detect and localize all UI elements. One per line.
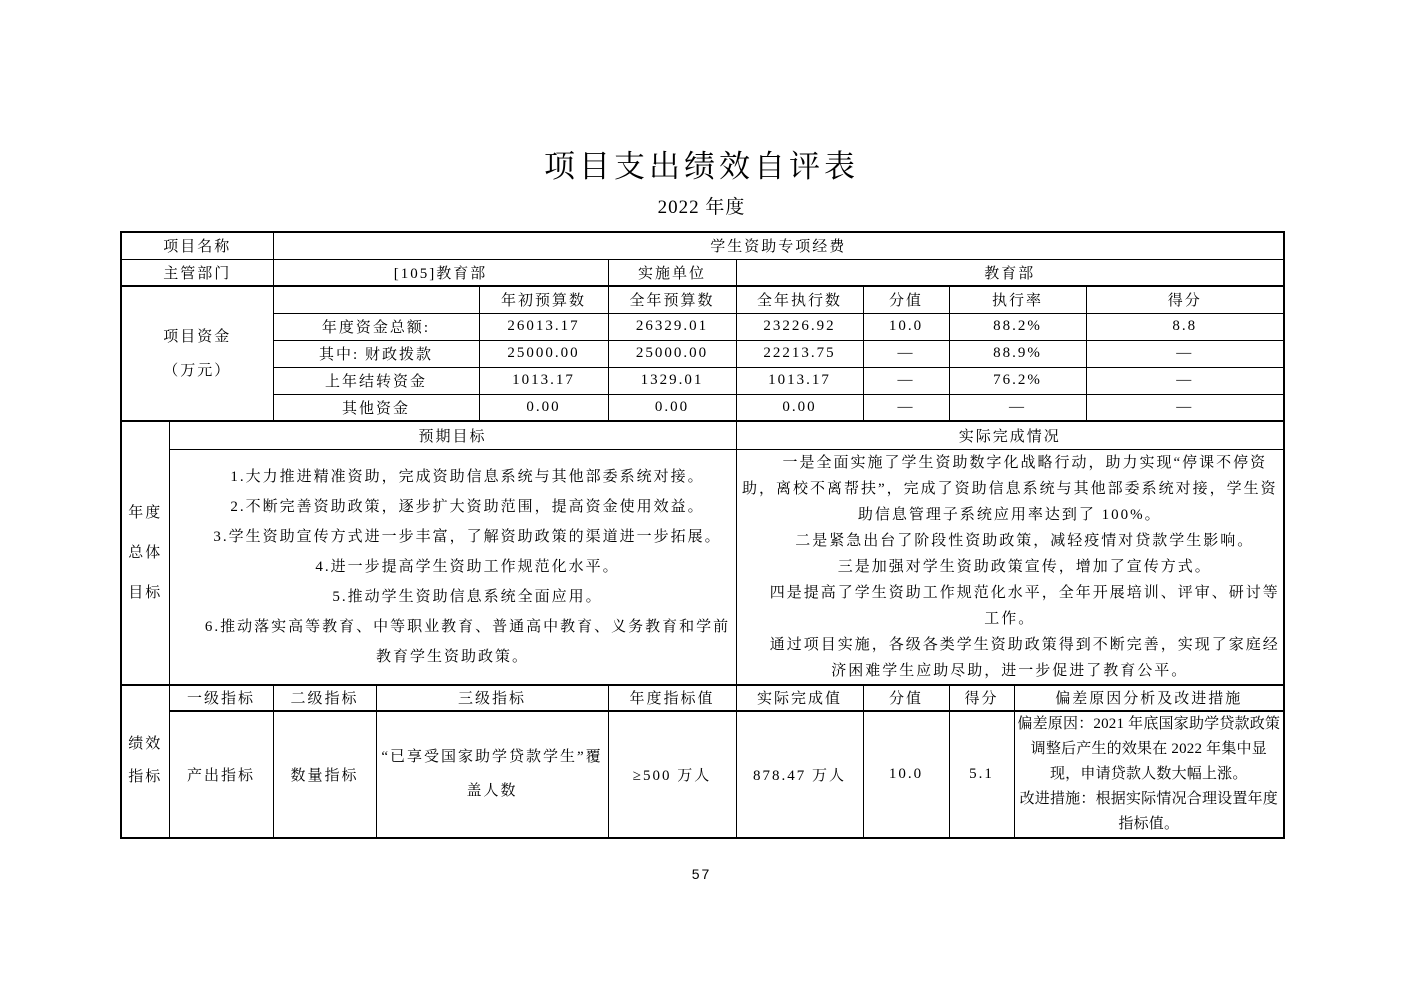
unit-value: 教育部: [736, 259, 1284, 286]
actual-completion-header: 实际完成情况: [736, 421, 1284, 449]
indicator-header-target: 年度指标值: [608, 685, 736, 711]
indicator-data-row: [121, 711, 1284, 838]
page-subtitle: 2022 年度: [657, 197, 746, 218]
goals-content-row: [121, 449, 1284, 685]
expected-goal-item: 2.不断完善资助政策，逐步扩大资助范围，提高资金使用效益。: [230, 498, 705, 515]
indicators-section-label: [121, 685, 169, 838]
funding-initial-value: 26013.17: [479, 313, 608, 340]
actual-completion-item: 四是提高了学生资助工作规范化水平，全年开展培训、评审、研讨等工作。: [769, 584, 1280, 627]
funding-rate-value: —: [949, 394, 1086, 421]
actual-completion-item: 通过项目实施，各级各类学生资助政策得到不断完善，实现了家庭经济困难学生应助尽助，进一步促进了教育公平。: [769, 636, 1280, 679]
page-title: 项目支出绩效自评表: [544, 149, 859, 184]
funding-total-value: 25000.00: [608, 340, 736, 367]
funding-score-value: —: [1086, 394, 1284, 421]
deviation-reason: 偏差原因：2021 年底国家助学贷款政策调整后产生的效果在 2022 年集中显现，申请贷款人数大幅上涨。: [1017, 715, 1281, 782]
funding-executed-value: 0.00: [736, 394, 863, 421]
expected-goal-item: 3.学生资助宣传方式进一步丰富，了解资助政策的渠道进一步拓展。: [213, 528, 722, 545]
page-number: 57: [691, 866, 712, 882]
funding-header-rate: 执行率: [949, 286, 1086, 313]
expected-goal-item: 6.推动落实高等教育、中等职业教育、普通高中教育、义务教育和学前教育学生资助政策。: [204, 618, 731, 665]
dept-value: [105]教育部: [273, 259, 608, 286]
indicators-label-line1: 绩效: [128, 736, 163, 752]
funding-row-fiscal: [121, 340, 1284, 367]
indicator-level3-value: [376, 711, 608, 838]
indicator-level3-text: “已享受国家助学贷款学生”覆盖人数: [381, 749, 603, 799]
project-name-label: 项目名称: [121, 232, 273, 259]
goals-section-label: [121, 421, 169, 685]
indicator-score-value: 5.1: [949, 711, 1014, 838]
indicator-header-weight: 分值: [863, 685, 949, 711]
expected-goals-text: [169, 449, 736, 685]
indicator-header-deviation: 偏差原因分析及改进措施: [1014, 685, 1284, 711]
funding-section-label: [121, 286, 273, 421]
funding-rate-value: 76.2%: [949, 367, 1086, 394]
funding-label-line1: 项目资金: [163, 328, 232, 345]
indicator-level1-value: 产出指标: [169, 711, 273, 838]
funding-empty-cell: [273, 286, 479, 313]
expected-goal-item: 5.推动学生资助信息系统全面应用。: [332, 588, 603, 605]
funding-weight-value: —: [863, 394, 949, 421]
goals-label-line1: 年度: [128, 504, 163, 521]
funding-rate-value: 88.2%: [949, 313, 1086, 340]
goals-label-line2: 总体: [128, 544, 163, 561]
actual-completion-item: 二是紧急出台了阶段性资助政策，减轻疫情对贷款学生影响。: [795, 532, 1255, 549]
funding-initial-value: 0.00: [479, 394, 608, 421]
indicator-actual-value: 878.47 万人: [736, 711, 863, 838]
indicator-header-actual: 实际完成值: [736, 685, 863, 711]
indicator-weight-value: 10.0: [863, 711, 949, 838]
actual-completion-item: 三是加强对学生资助政策宣传，增加了宣传方式。: [837, 558, 1212, 575]
funding-total-value: 26329.01: [608, 313, 736, 340]
funding-executed-value: 22213.75: [736, 340, 863, 367]
funding-executed-value: 23226.92: [736, 313, 863, 340]
indicator-header-level3: 三级指标: [376, 685, 608, 711]
project-name-row: [121, 232, 1284, 259]
funding-row-name: 其中: 财政拨款: [273, 340, 479, 367]
goals-label-line3: 目标: [128, 584, 163, 601]
funding-weight-value: —: [863, 340, 949, 367]
goals-header-row: [121, 421, 1284, 449]
project-name-value: 学生资助专项经费: [273, 232, 1284, 259]
actual-completion-item: 一是全面实施了学生资助数字化战略行动，助力实现“停课不停资助，离校不离帮扶”，完成了资助信息系统与其他部委系统对接，学生资助信息管理子系统应用率达到了 100%。: [741, 454, 1278, 523]
indicator-target-value: ≥500 万人: [608, 711, 736, 838]
expected-goals-header: 预期目标: [169, 421, 736, 449]
funding-header-executed: 全年执行数: [736, 286, 863, 313]
funding-header-initial: 年初预算数: [479, 286, 608, 313]
funding-row-other: [121, 394, 1284, 421]
indicator-level2-value: 数量指标: [273, 711, 376, 838]
expected-goal-item: 1.大力推进精准资助，完成资助信息系统与其他部委系统对接。: [230, 468, 705, 485]
funding-score-value: —: [1086, 367, 1284, 394]
funding-weight-value: —: [863, 367, 949, 394]
funding-row-total: [121, 313, 1284, 340]
indicators-label-line2: 指标: [128, 769, 163, 785]
funding-row-name: 其他资金: [273, 394, 479, 421]
actual-completion-text: [736, 449, 1284, 685]
funding-executed-value: 1013.17: [736, 367, 863, 394]
funding-label-line2: （万元）: [163, 362, 232, 379]
funding-score-value: —: [1086, 340, 1284, 367]
indicator-header-level1: 一级指标: [169, 685, 273, 711]
dept-label: 主管部门: [121, 259, 273, 286]
funding-total-value: 0.00: [608, 394, 736, 421]
funding-row-carryover: [121, 367, 1284, 394]
unit-label: 实施单位: [608, 259, 736, 286]
funding-total-value: 1329.01: [608, 367, 736, 394]
expected-goal-item: 4.进一步提高学生资助工作规范化水平。: [315, 558, 620, 575]
improvement-measure: 改进措施：根据实际情况合理设置年度指标值。: [1019, 790, 1278, 832]
funding-initial-value: 1013.17: [479, 367, 608, 394]
funding-header-score: 得分: [1086, 286, 1284, 313]
funding-row-name: 年度资金总额:: [273, 313, 479, 340]
funding-header-row: [121, 286, 1284, 313]
indicators-header-row: [121, 685, 1284, 711]
funding-weight-value: 10.0: [863, 313, 949, 340]
funding-row-name: 上年结转资金: [273, 367, 479, 394]
department-row: [121, 259, 1284, 286]
evaluation-table: [120, 231, 1285, 839]
indicator-header-score: 得分: [949, 685, 1014, 711]
funding-initial-value: 25000.00: [479, 340, 608, 367]
funding-header-weight: 分值: [863, 286, 949, 313]
indicator-header-level2: 二级指标: [273, 685, 376, 711]
deviation-analysis-text: [1014, 711, 1284, 838]
funding-score-value: 8.8: [1086, 313, 1284, 340]
funding-rate-value: 88.9%: [949, 340, 1086, 367]
funding-header-total: 全年预算数: [608, 286, 736, 313]
